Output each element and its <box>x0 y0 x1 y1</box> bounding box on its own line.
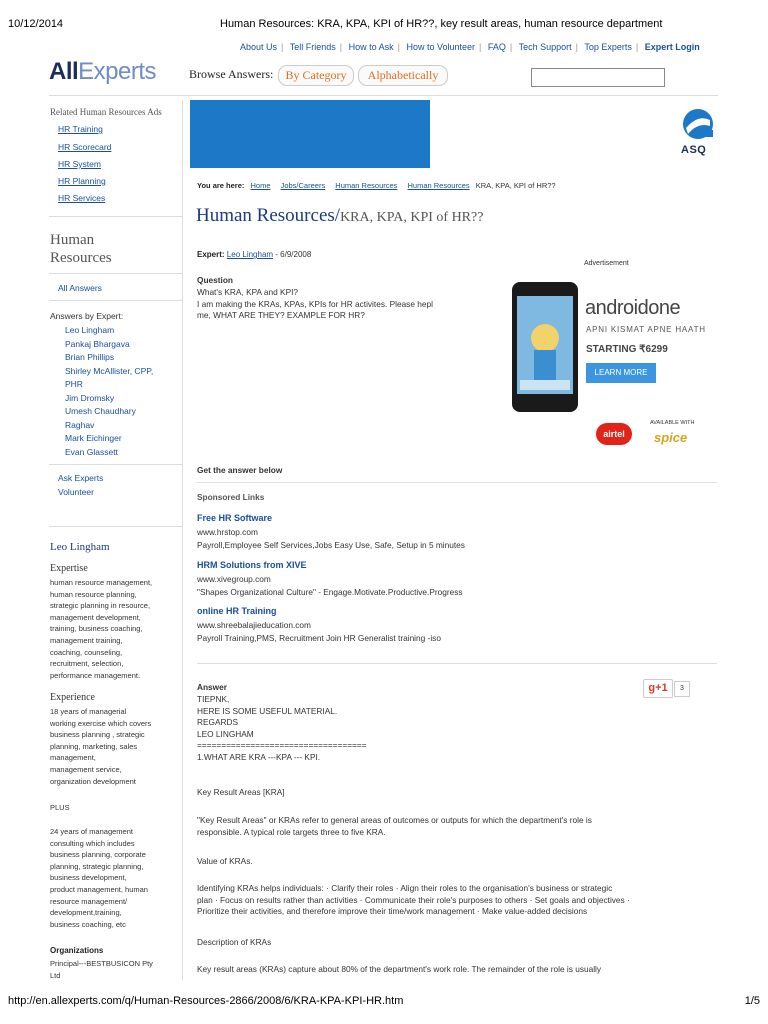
answer-line: Identifying KRAs helps individuals: · Clarify their roles · Align their roles to the organisation's business or strategic <box>197 883 613 893</box>
question-text <box>197 287 487 322</box>
answer-line: 1.WHAT ARE KRA ---KPA --- KPI. <box>197 751 321 762</box>
android-one-tagline: APNI KISMAT APNE HAATH <box>586 325 706 334</box>
google-plus-button[interactable]: g+1 <box>643 679 673 698</box>
experience-line: management, <box>50 753 96 763</box>
breadcrumb-human-resources-sub[interactable]: Human Resources <box>407 181 470 190</box>
question-label: Question <box>197 275 233 285</box>
volunteer-link[interactable]: Volunteer <box>58 487 94 497</box>
expert-link-shirley-mcallister[interactable]: Shirley McAllister, CPP, <box>65 365 154 376</box>
header-divider <box>49 95 718 96</box>
organizations-title: Organizations <box>50 946 104 955</box>
sponsored-link-title[interactable]: HRM Solutions from XIVE <box>197 560 307 570</box>
description-paragraph <box>197 964 722 976</box>
ask-experts-link[interactable]: Ask Experts <box>58 473 104 483</box>
category-heading-line2: Resources <box>50 250 112 266</box>
experience-line: planning, strategic planning, <box>50 861 144 871</box>
experience-line: business development, <box>50 873 127 883</box>
sponsored-link-desc: "Shapes Organizational Culture" - Engage.Motivate.Productive.Progress <box>197 587 463 597</box>
nav-tech-support[interactable]: Tech Support <box>518 42 572 52</box>
expert-link-brian-phillips[interactable]: Brian Phillips <box>65 352 115 362</box>
expert-link-umesh-chaudhary[interactable]: Umesh Chaudhary <box>65 406 136 416</box>
organizations-text <box>50 958 180 981</box>
ad-link-hr-planning[interactable]: HR Planning <box>58 176 106 186</box>
experience-line: development,training, <box>50 908 122 918</box>
organization-line: Ltd <box>50 970 61 980</box>
breadcrumb <box>197 181 556 190</box>
kra-paragraph <box>197 815 722 838</box>
value-heading: Value of KRAs. <box>197 856 253 866</box>
page-title-question: KRA, KPA, KPI of HR?? <box>340 210 484 225</box>
question-line: What's KRA, KPA and KPI? <box>197 287 299 297</box>
expertise-line: recruitment, selection, <box>50 659 124 669</box>
expertise-line: management development, <box>50 612 141 622</box>
breadcrumb-label: You are here: <box>197 181 245 190</box>
spice-logo: spice <box>654 430 688 445</box>
organization-line: Principal---BESTBUSICON Pty <box>50 959 153 968</box>
learn-more-button[interactable]: LEARN MORE <box>586 363 656 383</box>
experience-line: 24 years of management <box>50 827 133 836</box>
available-with-label: AVAILABLE WITH <box>650 420 695 426</box>
nav-how-to-ask[interactable]: How to Ask <box>348 42 394 52</box>
sidebar-divider <box>49 300 182 301</box>
expert-label: Expert: <box>197 250 225 259</box>
expertise-line: performance management. <box>50 670 141 680</box>
ad-link-hr-scorecard[interactable]: HR Scorecard <box>58 142 112 152</box>
answer-line: responsible. A typical role targets three to five KRA. <box>197 826 386 837</box>
nav-faq[interactable]: FAQ <box>487 42 506 52</box>
experience-text <box>50 706 180 787</box>
answer-line: HERE IS SOME USEFUL MATERIAL. <box>197 705 338 716</box>
sponsored-link-url[interactable]: www.xivegroup.com <box>197 574 271 584</box>
asq-logo[interactable] <box>680 108 716 158</box>
expertise-line: strategic planning in resource, <box>50 601 151 611</box>
content-divider <box>197 663 717 664</box>
expert-link-pankaj-bhargava[interactable]: Pankaj Bhargava <box>65 338 130 349</box>
breadcrumb-home[interactable]: Home <box>250 181 271 190</box>
answer-line: Key result areas (KRAs) capture about 80% of the department's work role. The remainder of the role is usually <box>197 964 602 974</box>
nav-tell-friends[interactable]: Tell Friends <box>289 42 336 52</box>
experience-line: 18 years of managerial <box>50 707 127 716</box>
expertise-line: human resource planning, <box>50 589 137 599</box>
android-one-ad[interactable] <box>510 280 720 455</box>
plus-text: PLUS <box>50 803 70 812</box>
breadcrumb-current: KRA, KPA, KPI of HR?? <box>475 181 556 190</box>
logo-part-2: Experts <box>78 58 157 85</box>
expertise-title: Expertise <box>50 563 88 574</box>
expert-name-link[interactable]: Leo Lingham <box>226 250 274 259</box>
airtel-logo: airtel <box>596 423 632 445</box>
print-date: 10/12/2014 <box>8 18 64 30</box>
breadcrumb-jobs-careers[interactable]: Jobs/Careers <box>280 181 326 190</box>
sponsored-link-title[interactable]: Free HR Software <box>197 513 273 523</box>
get-answer-label: Get the answer below <box>197 465 283 475</box>
page-title-category[interactable]: Human Resources/ <box>196 205 341 226</box>
expert-line <box>197 250 311 259</box>
experience-title: Experience <box>50 692 95 703</box>
experience-line: business planning , strategic <box>50 730 145 740</box>
advertisement-label: Advertisement <box>584 260 629 267</box>
android-one-brand: androidone <box>585 297 681 319</box>
site-logo[interactable] <box>49 58 156 86</box>
print-page-number: 1/5 <box>744 995 760 1007</box>
expert-link-mark-eichinger[interactable]: Mark Eichinger <box>65 433 122 443</box>
expertise-line: management training, <box>50 635 123 645</box>
nav-how-to-volunteer[interactable]: How to Volunteer <box>406 42 476 52</box>
sidebar-border <box>182 100 183 980</box>
ad-link-hr-services[interactable]: HR Services <box>58 193 106 203</box>
related-ads-title: Related Human Resources Ads <box>50 107 162 117</box>
answer-line: TIEPNK, <box>197 694 230 704</box>
alphabetically-button[interactable]: Alphabetically <box>358 65 448 86</box>
sidebar-divider <box>49 464 182 465</box>
answers-by-expert-label: Answers by Expert: <box>50 311 124 321</box>
print-title: Human Resources: KRA, KPA, KPI of HR??, key result areas, human resource department <box>220 18 663 30</box>
content-divider <box>197 482 717 483</box>
answer-date: - 6/9/2008 <box>273 250 312 259</box>
kra-heading: Key Result Areas [KRA] <box>197 787 285 797</box>
nav-about-us[interactable]: About Us <box>240 42 278 52</box>
expertise-line: human resource management, <box>50 578 153 587</box>
question-line: me, WHAT ARE THEY? EXAMPLE FOR HR? <box>197 310 365 321</box>
expertise-line: training, business coaching, <box>50 624 143 634</box>
sponsored-link-title[interactable]: online HR Training <box>197 606 277 616</box>
sponsored-link-url[interactable]: www.hrstop.com <box>197 527 258 537</box>
top-navigation: About Us | Tell Friends | How to Ask | How to Volunteer | FAQ | Tech Support | Top Experts | Expert Login <box>240 42 700 52</box>
sidebar-divider <box>49 273 182 274</box>
nav-top-experts[interactable]: Top Experts <box>584 42 632 52</box>
answer-intro <box>197 694 717 764</box>
experience-line: product management, human <box>50 884 148 894</box>
answer-line: Prioritize their activities, and therefore improve their time/work management · Make value-added decisions <box>197 906 588 917</box>
expert-profile-name[interactable]: Leo Lingham <box>50 541 110 553</box>
sidebar-divider <box>49 216 182 217</box>
phone-image-icon <box>510 280 580 415</box>
experience-line: business planning, corporate <box>50 850 146 860</box>
experience-line: resource management/ <box>50 896 128 906</box>
value-paragraph <box>197 883 722 918</box>
nav-expert-login[interactable]: Expert Login <box>644 42 700 52</box>
all-answers-link[interactable]: All Answers <box>58 283 102 293</box>
ad-link-hr-training[interactable]: HR Training <box>58 124 103 134</box>
experience-line: business coaching, etc <box>50 919 126 929</box>
expert-list <box>65 324 180 459</box>
sponsored-link-desc: Payroll Training,PMS, Recruitment Join HR Generalist training -iso <box>197 633 441 643</box>
sponsored-links-title: Sponsored Links <box>197 492 265 502</box>
asq-label: ASQ <box>681 144 707 156</box>
answer-line: REGARDS <box>197 717 239 728</box>
sidebar-divider <box>49 526 182 527</box>
expert-link-leo-lingham[interactable]: Leo Lingham <box>65 325 115 335</box>
page-title <box>196 205 483 227</box>
expertise-line: coaching, counseling, <box>50 647 123 657</box>
by-category-button[interactable]: By Category <box>278 65 354 86</box>
banner-ad[interactable] <box>190 100 430 168</box>
search-input[interactable] <box>531 68 665 87</box>
print-url: http://en.allexperts.com/q/Human-Resources-2866/2008/6/KRA-KPA-KPI-HR.htm <box>8 995 404 1007</box>
android-one-price: STARTING ₹6299 <box>586 344 668 355</box>
logo-part-1: All <box>49 58 79 85</box>
answer-line: =================================== <box>197 740 367 751</box>
description-heading: Description of KRAs <box>197 937 272 947</box>
category-heading-line1: Human <box>50 232 95 248</box>
experience-line: organization development <box>50 776 136 786</box>
question-line: I am making the KRAs, KPAs, KPIs for HR activites. Please hepl <box>197 298 433 309</box>
answer-line: plan · Focus on results rather than activities · Communicate their role's purposes to others · Set goals and objectives · <box>197 894 630 905</box>
answer-line: LEO LINGHAM <box>197 728 254 739</box>
expert-link-shirley-mcallister-cont[interactable]: PHR <box>65 379 83 389</box>
answer-line: "Key Result Areas" or KRAs refer to general areas of outcomes or outputs for which the department's role is <box>197 815 592 825</box>
answer-label: Answer <box>197 682 227 692</box>
sponsored-link-url[interactable]: www.shreebalajieducation.com <box>197 620 311 630</box>
ad-link-hr-system[interactable]: HR System <box>58 159 101 169</box>
google-plus-count: 3 <box>674 681 690 697</box>
experience-line: planning, marketing, sales <box>50 741 138 751</box>
experience-line: consulting which includes <box>50 838 135 848</box>
breadcrumb-human-resources[interactable]: Human Resources <box>335 181 398 190</box>
sponsored-link-desc: Payroll,Employee Self Services,Jobs Easy Use, Safe, Setup in 5 minutes <box>197 540 465 550</box>
expert-link-jim-dromsky[interactable]: Jim Dromsky <box>65 392 115 403</box>
expert-link-raghav[interactable]: Raghav <box>65 419 95 430</box>
experience-line: working exercise which covers <box>50 718 152 728</box>
browse-label: Browse Answers: <box>189 67 274 81</box>
experience-consulting-text <box>50 826 180 930</box>
experience-line: management service, <box>50 764 122 774</box>
expertise-text <box>50 577 180 681</box>
expert-link-evan-glassett[interactable]: Evan Glassett <box>65 446 118 457</box>
